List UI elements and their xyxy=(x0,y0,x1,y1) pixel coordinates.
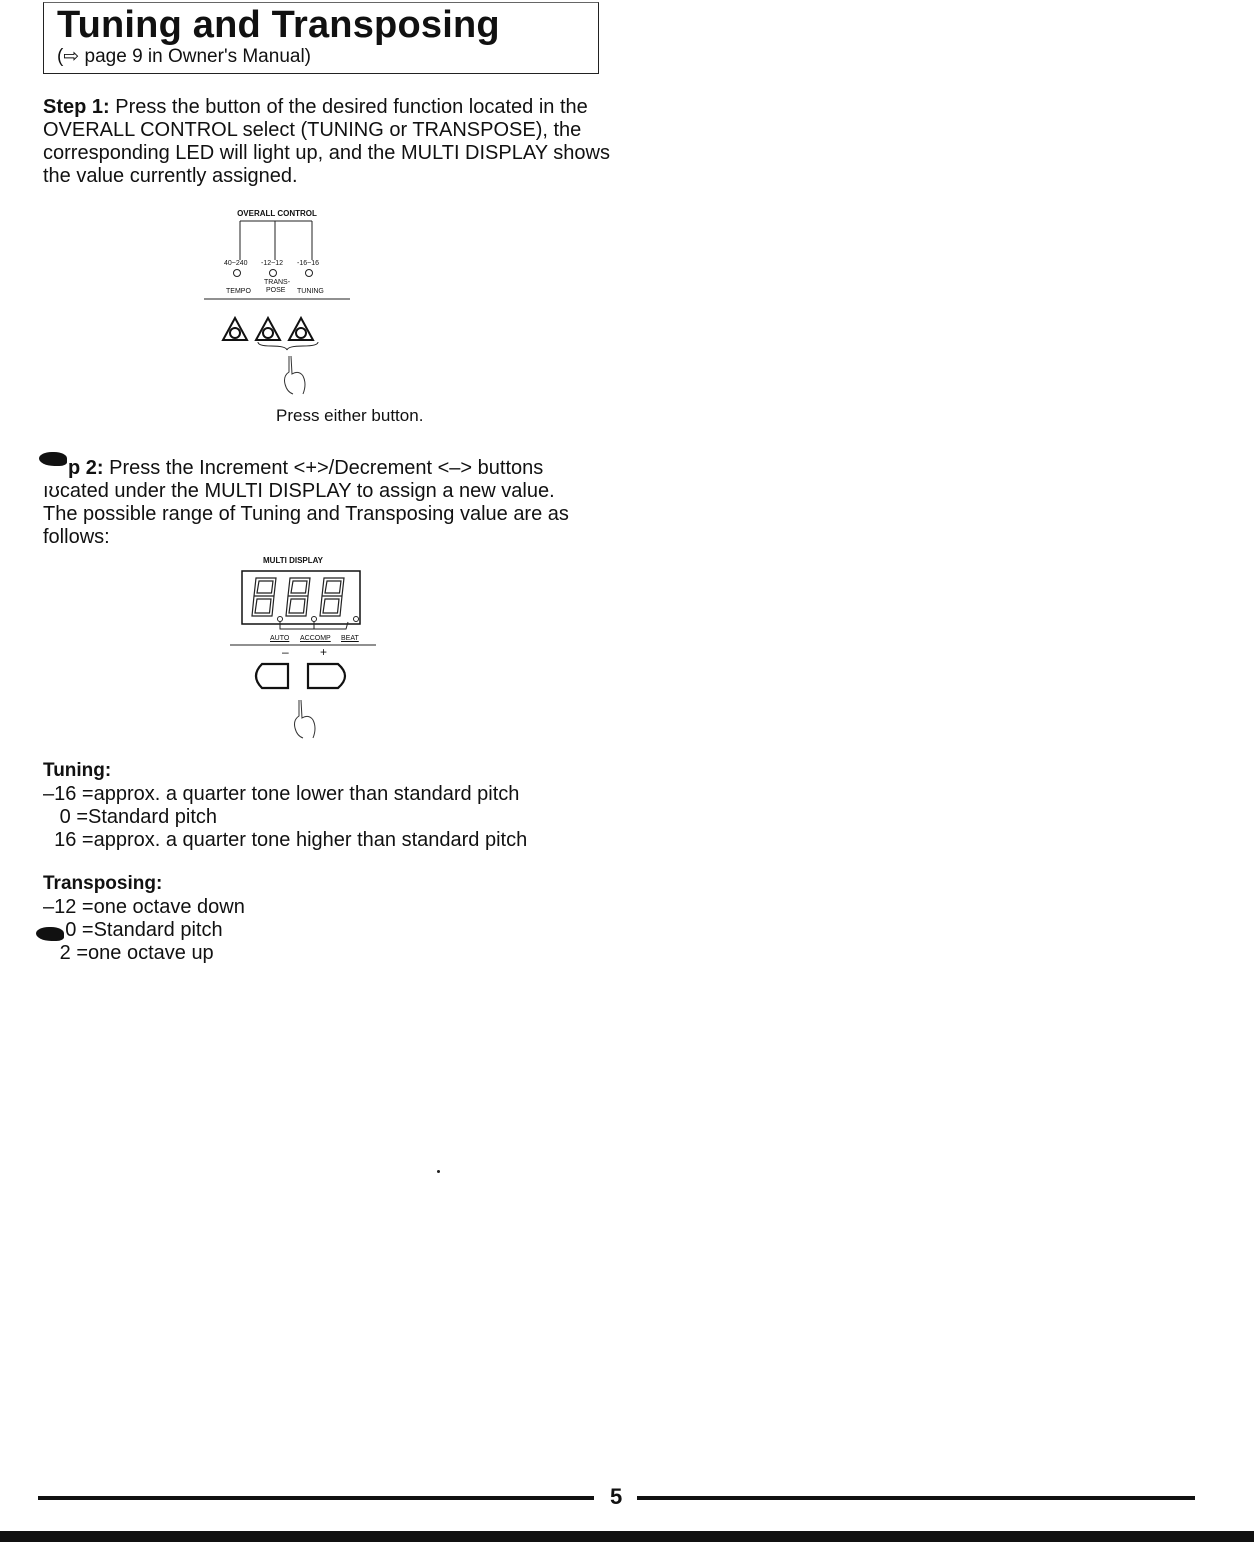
multi-display-label: MULTI DISPLAY xyxy=(263,556,324,565)
step1-text: Press the button of the desired function located in the OVERALL CONTROL select (TUNING or TRANSPOSE), the corresponding LED will light up, and the MULTI DISPLAY shows the value currently assigned. xyxy=(43,96,610,187)
overall-control-buttons xyxy=(215,312,335,402)
plus-label: + xyxy=(320,645,328,659)
button-label-tempo: TEMPO xyxy=(226,288,251,295)
transposing-line-3: 2 =one octave up xyxy=(43,942,214,964)
button-label-pose: POSE xyxy=(266,287,286,294)
tuning-heading: Tuning: xyxy=(43,760,112,781)
increment-button xyxy=(308,664,345,688)
multi-display-diagram xyxy=(226,566,382,746)
scan-smudge xyxy=(39,452,67,466)
step2-text: Press the Increment <+>/Decrement <–> buttons xyxy=(103,457,544,479)
footer-rule-left xyxy=(38,1496,594,1500)
indicator-accomp: ACCOMP xyxy=(300,635,331,642)
accomp-dot xyxy=(312,617,317,622)
tuning-button xyxy=(289,318,313,340)
press-either-caption: Press either button. xyxy=(276,406,424,425)
transposing-line-1: –12 =one octave down xyxy=(43,896,245,918)
scan-bottom-edge xyxy=(0,1531,1254,1542)
auto-dot xyxy=(278,617,283,622)
tuning-line-3: 16 =approx. a quarter tone higher than standard pitch xyxy=(43,829,528,851)
transposing-heading: Transposing: xyxy=(43,873,163,894)
range-tempo: 40~240 xyxy=(224,260,248,267)
step2-line4: follows: xyxy=(43,526,110,548)
transpose-led xyxy=(270,270,277,277)
step2-line3: The possible range of Tuning and Transposing value are as xyxy=(43,503,569,525)
footer-rule-right xyxy=(637,1496,1195,1500)
indicator-auto: AUTO xyxy=(270,635,290,642)
beat-dot xyxy=(354,617,359,622)
page-reference: (⇨ page 9 in Owner's Manual) xyxy=(57,46,311,67)
tempo-button xyxy=(223,318,247,340)
step2-line2: ıʊcated under the MULTI DISPLAY to assign a new value. xyxy=(43,480,555,502)
indicator-beat: BEAT xyxy=(341,635,359,642)
stray-dot xyxy=(437,1170,440,1173)
tuning-line-1: –16 =approx. a quarter tone lower than standard pitch xyxy=(43,783,520,805)
tempo-led xyxy=(234,270,241,277)
tuning-line-2: 0 =Standard pitch xyxy=(43,806,218,828)
transpose-button xyxy=(256,318,280,340)
step2-label: p 2: xyxy=(64,457,104,479)
minus-label: – xyxy=(282,645,289,659)
seven-segment-digits xyxy=(252,578,344,616)
step1-paragraph xyxy=(43,96,613,188)
button-label-tuning: TUNING xyxy=(297,288,324,295)
pointing-hand-icon xyxy=(285,356,306,394)
button-label-trans: TRANS- xyxy=(264,279,291,286)
transposing-line-2: 0 =Standard pitch xyxy=(43,919,223,941)
range-tuning: -16~16 xyxy=(297,260,319,267)
step1-label: Step 1: xyxy=(43,96,110,118)
step2-line1 xyxy=(64,457,624,480)
tuning-led xyxy=(306,270,313,277)
pointing-hand-icon xyxy=(295,700,316,738)
decrement-button xyxy=(256,664,288,688)
overall-control-label: OVERALL CONTROL xyxy=(237,209,317,218)
page-title: Tuning and Transposing xyxy=(57,4,500,46)
page-number: 5 xyxy=(610,1484,623,1509)
range-transpose: -12~12 xyxy=(261,260,283,267)
